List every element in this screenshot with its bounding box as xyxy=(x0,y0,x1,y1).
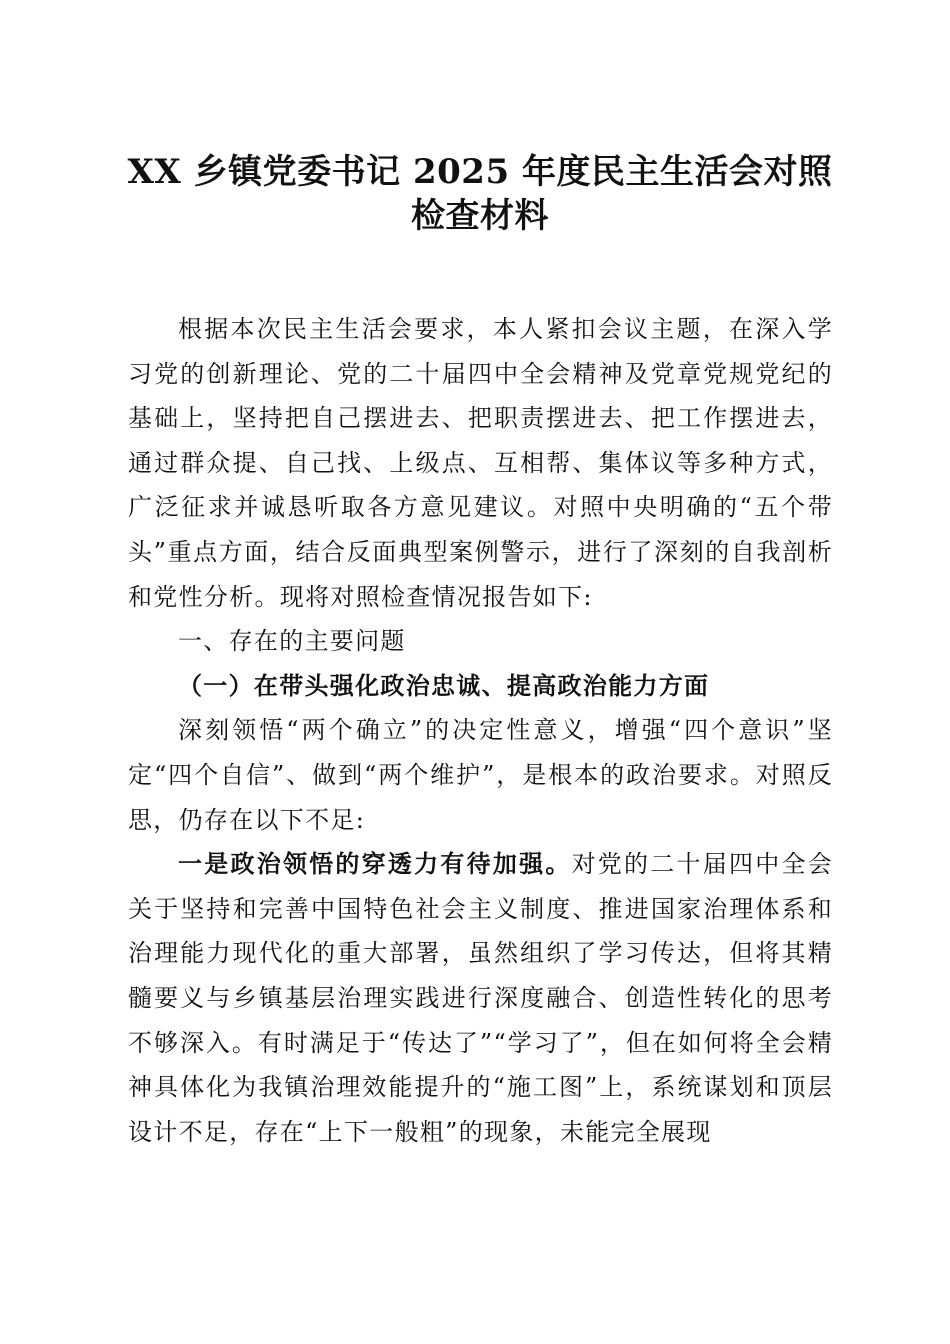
document-title: XX 乡镇党委书记 2025 年度民主生活会对照检查材料 xyxy=(127,152,833,236)
point-lead: 一是政治领悟的穿透力有待加强。 xyxy=(178,849,572,879)
subsection-intro-paragraph: 深刻领悟“两个确立”的决定性意义，增强“四个意识”坚定“四个自信”、做到“两个维护”，是根本的政治要求。对照反思，仍存在以下不足: xyxy=(128,716,833,834)
point-paragraph xyxy=(128,842,833,1154)
section-heading: 一、存在的主要问题 xyxy=(178,627,406,656)
document-body xyxy=(128,307,833,1154)
intro-paragraph: 根据本次民主生活会要求，本人紧扣会议主题，在深入学习党的创新理论、党的二十届四中全会精神及党章党规党纪的基础上，坚持把自己摆进去、把职责摆进去、把工作摆进去，通过群众提、自己找、上级点、互相帮、集体议等多种方式，广泛征求并诚恳听取各方意见建议。对照中央明确的“五个带头”重点方面，结合反面典型案例警示，进行了深刻的自我剖析和党性分析。现将对照检查情况报告如下: xyxy=(128,315,833,611)
point-text: 对党的二十届四中全会关于坚持和完善中国特色社会主义制度、推进国家治理体系和治理能力现代化的重大部署，虽然组织了学习传达，但将其精髓要义与乡镇基层治理实践进行深度融合、创造性转化的思考不够深入。有时满足于“传达了”“学习了”，但在如何将全会精神具体化为我镇治理效能提升的“施工图”上，系统谋划和顶层设计不足，存在“上下一般粗”的现象，未能完全展现 xyxy=(128,850,833,1146)
subsection-heading: （一）在带头强化政治忠诚、提高政治能力方面 xyxy=(178,670,710,700)
